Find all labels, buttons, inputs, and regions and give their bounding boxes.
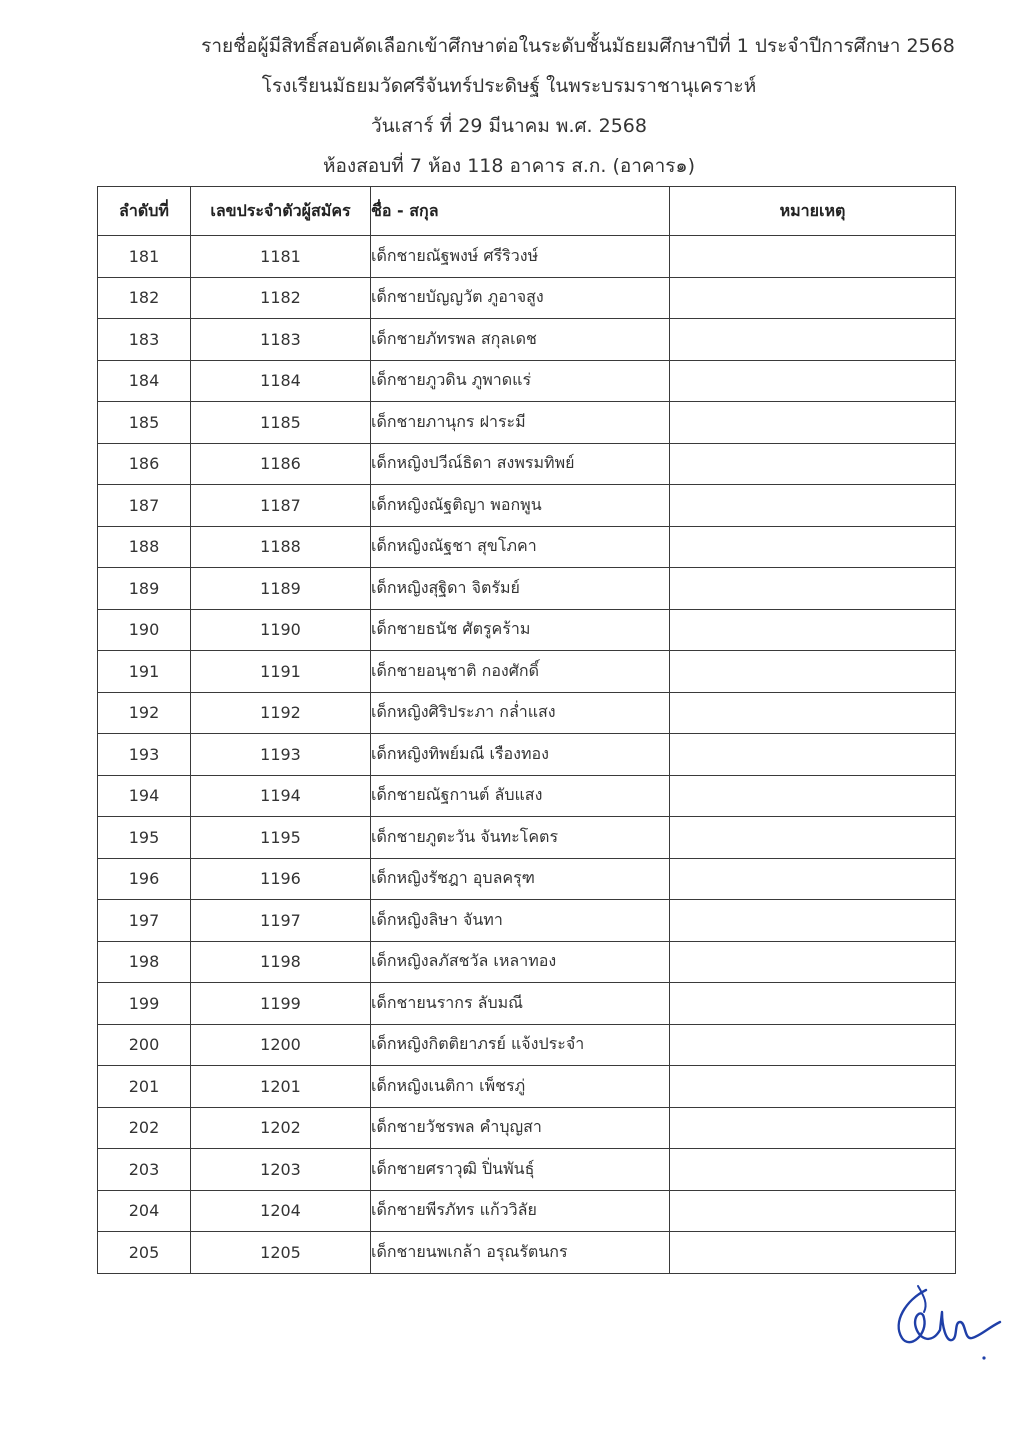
signature-icon bbox=[888, 1282, 1008, 1372]
cell-name: เด็กหญิงกิตติยาภรย์ แจ้งประจำ bbox=[371, 1024, 670, 1066]
cell-no: 198 bbox=[98, 941, 191, 983]
table-row bbox=[98, 319, 956, 361]
table-row bbox=[98, 609, 956, 651]
cell-no: 204 bbox=[98, 1190, 191, 1232]
cell-no: 190 bbox=[98, 609, 191, 651]
cell-id: 1203 bbox=[191, 1149, 371, 1191]
cell-note bbox=[670, 1024, 956, 1066]
table-row bbox=[98, 236, 956, 278]
cell-note bbox=[670, 1232, 956, 1274]
cell-id: 1183 bbox=[191, 319, 371, 361]
col-header-id: เลขประจำตัวผู้สมัคร bbox=[191, 187, 371, 236]
cell-no: 205 bbox=[98, 1232, 191, 1274]
cell-id: 1198 bbox=[191, 941, 371, 983]
table-row bbox=[98, 1149, 956, 1191]
cell-id: 1187 bbox=[191, 485, 371, 527]
cell-no: 202 bbox=[98, 1107, 191, 1149]
cell-name: เด็กหญิงณัฐติญา พอกพูน bbox=[371, 485, 670, 527]
table-row bbox=[98, 485, 956, 527]
cell-no: 195 bbox=[98, 817, 191, 859]
table-row bbox=[98, 1024, 956, 1066]
cell-id: 1193 bbox=[191, 734, 371, 776]
col-header-name: ชื่อ - สกุล bbox=[371, 187, 670, 236]
cell-note bbox=[670, 1190, 956, 1232]
table-header-row bbox=[98, 187, 956, 236]
cell-no: 203 bbox=[98, 1149, 191, 1191]
cell-note bbox=[670, 485, 956, 527]
cell-name: เด็กหญิงศิริประภา กล่ำแสง bbox=[371, 692, 670, 734]
table-row bbox=[98, 568, 956, 610]
cell-id: 1201 bbox=[191, 1066, 371, 1108]
cell-id: 1188 bbox=[191, 526, 371, 568]
table-row bbox=[98, 526, 956, 568]
cell-no: 187 bbox=[98, 485, 191, 527]
cell-id: 1186 bbox=[191, 443, 371, 485]
school-name: โรงเรียนมัธยมวัดศรีจันทร์ประดิษฐ์ ในพระบรมราชานุเคราะห์ bbox=[261, 75, 757, 97]
cell-name: เด็กหญิงลภัสชวัล เหลาทอง bbox=[371, 941, 670, 983]
cell-note bbox=[670, 443, 956, 485]
cell-note bbox=[670, 360, 956, 402]
cell-note bbox=[670, 983, 956, 1025]
cell-name: เด็กชายนรากร ลับมณี bbox=[371, 983, 670, 1025]
cell-no: 189 bbox=[98, 568, 191, 610]
cell-id: 1197 bbox=[191, 900, 371, 942]
table-row bbox=[98, 360, 956, 402]
cell-id: 1194 bbox=[191, 775, 371, 817]
col-header-no: ลำดับที่ bbox=[98, 187, 191, 236]
cell-name: เด็กชายวัชรพล คำบุญสา bbox=[371, 1107, 670, 1149]
cell-name: เด็กหญิงปวีณ์ธิดา สงพรมทิพย์ bbox=[371, 443, 670, 485]
cell-no: 194 bbox=[98, 775, 191, 817]
cell-note bbox=[670, 900, 956, 942]
cell-name: เด็กหญิงทิพย์มณี เรืองทอง bbox=[371, 734, 670, 776]
cell-name: เด็กหญิงลิษา จันทา bbox=[371, 900, 670, 942]
cell-id: 1185 bbox=[191, 402, 371, 444]
cell-id: 1199 bbox=[191, 983, 371, 1025]
cell-name: เด็กหญิงรัชฎา อุบลครุฑ bbox=[371, 858, 670, 900]
table-row bbox=[98, 1232, 956, 1274]
table-row bbox=[98, 983, 956, 1025]
cell-no: 188 bbox=[98, 526, 191, 568]
cell-id: 1192 bbox=[191, 692, 371, 734]
cell-name: เด็กชายณัฐพงษ์ ศรีริวงษ์ bbox=[371, 236, 670, 278]
table-row bbox=[98, 900, 956, 942]
cell-id: 1196 bbox=[191, 858, 371, 900]
table-row bbox=[98, 277, 956, 319]
cell-name: เด็กชายบัญญวัต ภูอาจสูง bbox=[371, 277, 670, 319]
cell-no: 192 bbox=[98, 692, 191, 734]
cell-name: เด็กชายภูตะวัน จันทะโคตร bbox=[371, 817, 670, 859]
cell-no: 186 bbox=[98, 443, 191, 485]
cell-id: 1182 bbox=[191, 277, 371, 319]
cell-note bbox=[670, 692, 956, 734]
cell-name: เด็กหญิงณัฐชา สุขโภคา bbox=[371, 526, 670, 568]
cell-name: เด็กชายนพเกล้า อรุณรัตนกร bbox=[371, 1232, 670, 1274]
cell-note bbox=[670, 775, 956, 817]
cell-note bbox=[670, 236, 956, 278]
cell-note bbox=[670, 319, 956, 361]
exam-date: วันเสาร์ ที่ 29 มีนาคม พ.ศ. 2568 bbox=[371, 115, 647, 137]
cell-no: 191 bbox=[98, 651, 191, 693]
table-row bbox=[98, 402, 956, 444]
cell-no: 197 bbox=[98, 900, 191, 942]
cell-note bbox=[670, 402, 956, 444]
cell-note bbox=[670, 526, 956, 568]
cell-note bbox=[670, 651, 956, 693]
table-row bbox=[98, 858, 956, 900]
table-row bbox=[98, 941, 956, 983]
cell-note bbox=[670, 817, 956, 859]
cell-no: 185 bbox=[98, 402, 191, 444]
candidate-table bbox=[97, 186, 956, 1274]
cell-no: 201 bbox=[98, 1066, 191, 1108]
table-row bbox=[98, 817, 956, 859]
document-title: รายชื่อผู้มีสิทธิ์สอบคัดเลือกเข้าศึกษาต่อในระดับชั้นมัธยมศึกษาปีที่ 1 ประจำปีการศึกษา 2568 bbox=[201, 35, 955, 57]
cell-note bbox=[670, 1149, 956, 1191]
cell-id: 1191 bbox=[191, 651, 371, 693]
cell-name: เด็กชายภัทรพล สกุลเดช bbox=[371, 319, 670, 361]
cell-no: 184 bbox=[98, 360, 191, 402]
cell-no: 183 bbox=[98, 319, 191, 361]
cell-id: 1189 bbox=[191, 568, 371, 610]
cell-name: เด็กชายธนัช ศัตรูคร้าม bbox=[371, 609, 670, 651]
table-row bbox=[98, 1190, 956, 1232]
cell-note bbox=[670, 858, 956, 900]
table-row bbox=[98, 734, 956, 776]
cell-no: 200 bbox=[98, 1024, 191, 1066]
exam-room: ห้องสอบที่ 7 ห้อง 118 อาคาร ส.ก. (อาคาร๑) bbox=[322, 155, 695, 177]
cell-no: 199 bbox=[98, 983, 191, 1025]
cell-id: 1200 bbox=[191, 1024, 371, 1066]
table-row bbox=[98, 692, 956, 734]
cell-no: 196 bbox=[98, 858, 191, 900]
cell-name: เด็กหญิงเนติกา เพ็ชรภู่ bbox=[371, 1066, 670, 1108]
cell-id: 1190 bbox=[191, 609, 371, 651]
table-row bbox=[98, 775, 956, 817]
table-row bbox=[98, 651, 956, 693]
cell-note bbox=[670, 609, 956, 651]
cell-name: เด็กชายศราวุฒิ ปิ่นพันธุ์ bbox=[371, 1149, 670, 1191]
cell-no: 193 bbox=[98, 734, 191, 776]
table-row bbox=[98, 1066, 956, 1108]
cell-note bbox=[670, 568, 956, 610]
cell-id: 1184 bbox=[191, 360, 371, 402]
cell-no: 181 bbox=[98, 236, 191, 278]
cell-name: เด็กชายภานุกร ฝาระมี bbox=[371, 402, 670, 444]
cell-id: 1202 bbox=[191, 1107, 371, 1149]
cell-no: 182 bbox=[98, 277, 191, 319]
cell-id: 1181 bbox=[191, 236, 371, 278]
document-header bbox=[0, 26, 1018, 186]
cell-note bbox=[670, 941, 956, 983]
cell-id: 1205 bbox=[191, 1232, 371, 1274]
cell-name: เด็กชายพีรภัทร แก้ววิลัย bbox=[371, 1190, 670, 1232]
cell-id: 1204 bbox=[191, 1190, 371, 1232]
cell-name: เด็กชายภูวดิน ภูพาดแร่ bbox=[371, 360, 670, 402]
cell-note bbox=[670, 1066, 956, 1108]
col-header-note: หมายเหตุ bbox=[670, 187, 956, 236]
cell-note bbox=[670, 277, 956, 319]
cell-note bbox=[670, 734, 956, 776]
cell-id: 1195 bbox=[191, 817, 371, 859]
cell-name: เด็กชายณัฐกานต์ ลับแสง bbox=[371, 775, 670, 817]
table-row bbox=[98, 443, 956, 485]
table-row bbox=[98, 1107, 956, 1149]
cell-name: เด็กชายอนุชาติ กองศักดิ์ bbox=[371, 651, 670, 693]
cell-note bbox=[670, 1107, 956, 1149]
cell-name: เด็กหญิงสุฐิดา จิตรัมย์ bbox=[371, 568, 670, 610]
table-body bbox=[98, 236, 956, 1274]
